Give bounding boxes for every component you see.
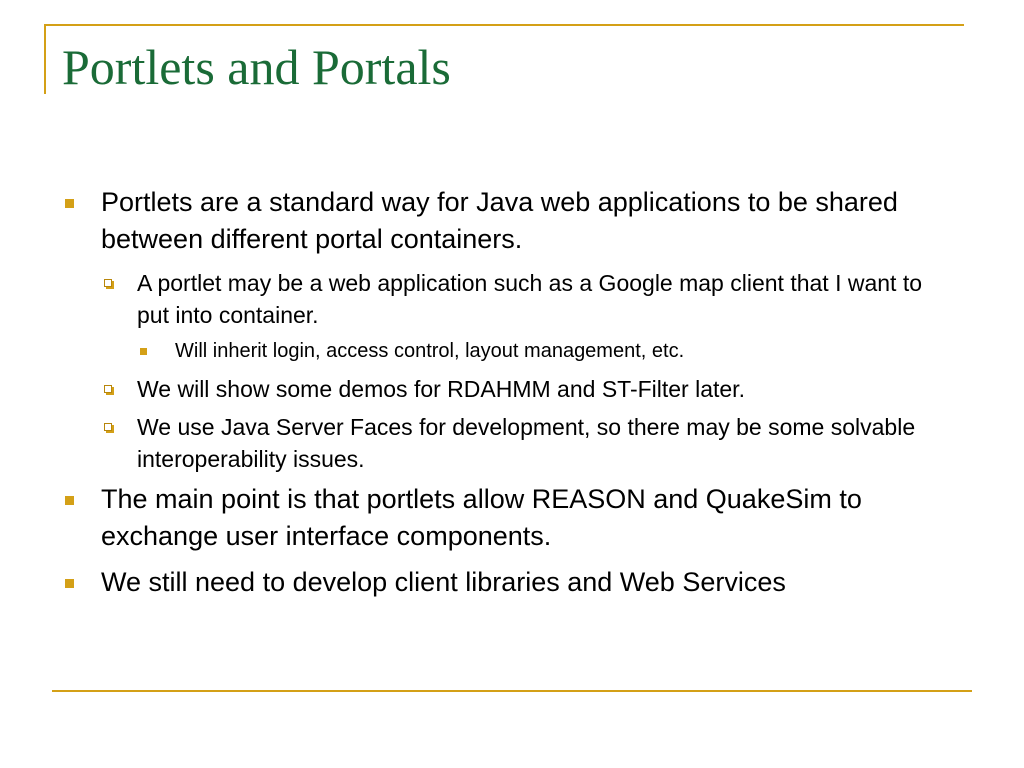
- square-bullet-icon: [65, 496, 74, 505]
- bullet-text: We use Java Server Faces for development, so there may be some solvable interoperability issues.: [137, 414, 916, 472]
- bullet-text: We still need to develop client libraries and Web Services: [101, 567, 786, 597]
- bullet-item-level3: [137, 337, 960, 365]
- bullet-text: Will inherit login, access control, layout management, etc.: [175, 340, 685, 362]
- top-frame-line: [44, 24, 964, 26]
- bottom-frame-line: [52, 690, 972, 692]
- bullet-item-level2: [101, 411, 960, 475]
- bullet-item-level2: [101, 373, 960, 405]
- square-bullet-icon: [140, 348, 147, 355]
- bullet-item-level1: [60, 564, 960, 601]
- bullet-text: The main point is that portlets allow REASON and QuakeSim to exchange user interface components.: [101, 484, 862, 551]
- hollow-square-bullet-icon: [104, 423, 112, 431]
- slide-title: Portlets and Portals: [62, 39, 451, 95]
- bullet-text: A portlet may be a web application such as a Google map client that I want to put into container.: [137, 270, 923, 328]
- hollow-square-bullet-icon: [104, 385, 112, 393]
- square-bullet-icon: [65, 579, 74, 588]
- square-bullet-icon: [65, 199, 74, 208]
- bullet-item-level1: [60, 184, 960, 258]
- left-frame-line: [44, 24, 46, 94]
- bullet-item-level2: [101, 267, 960, 331]
- bullet-item-level1: [60, 481, 960, 555]
- bullet-text: We will show some demos for RDAHMM and ST-Filter later.: [137, 376, 745, 402]
- bullet-text: Portlets are a standard way for Java web applications to be shared between different portal containers.: [101, 187, 898, 254]
- hollow-square-bullet-icon: [104, 279, 112, 287]
- bullet-list: [60, 184, 960, 610]
